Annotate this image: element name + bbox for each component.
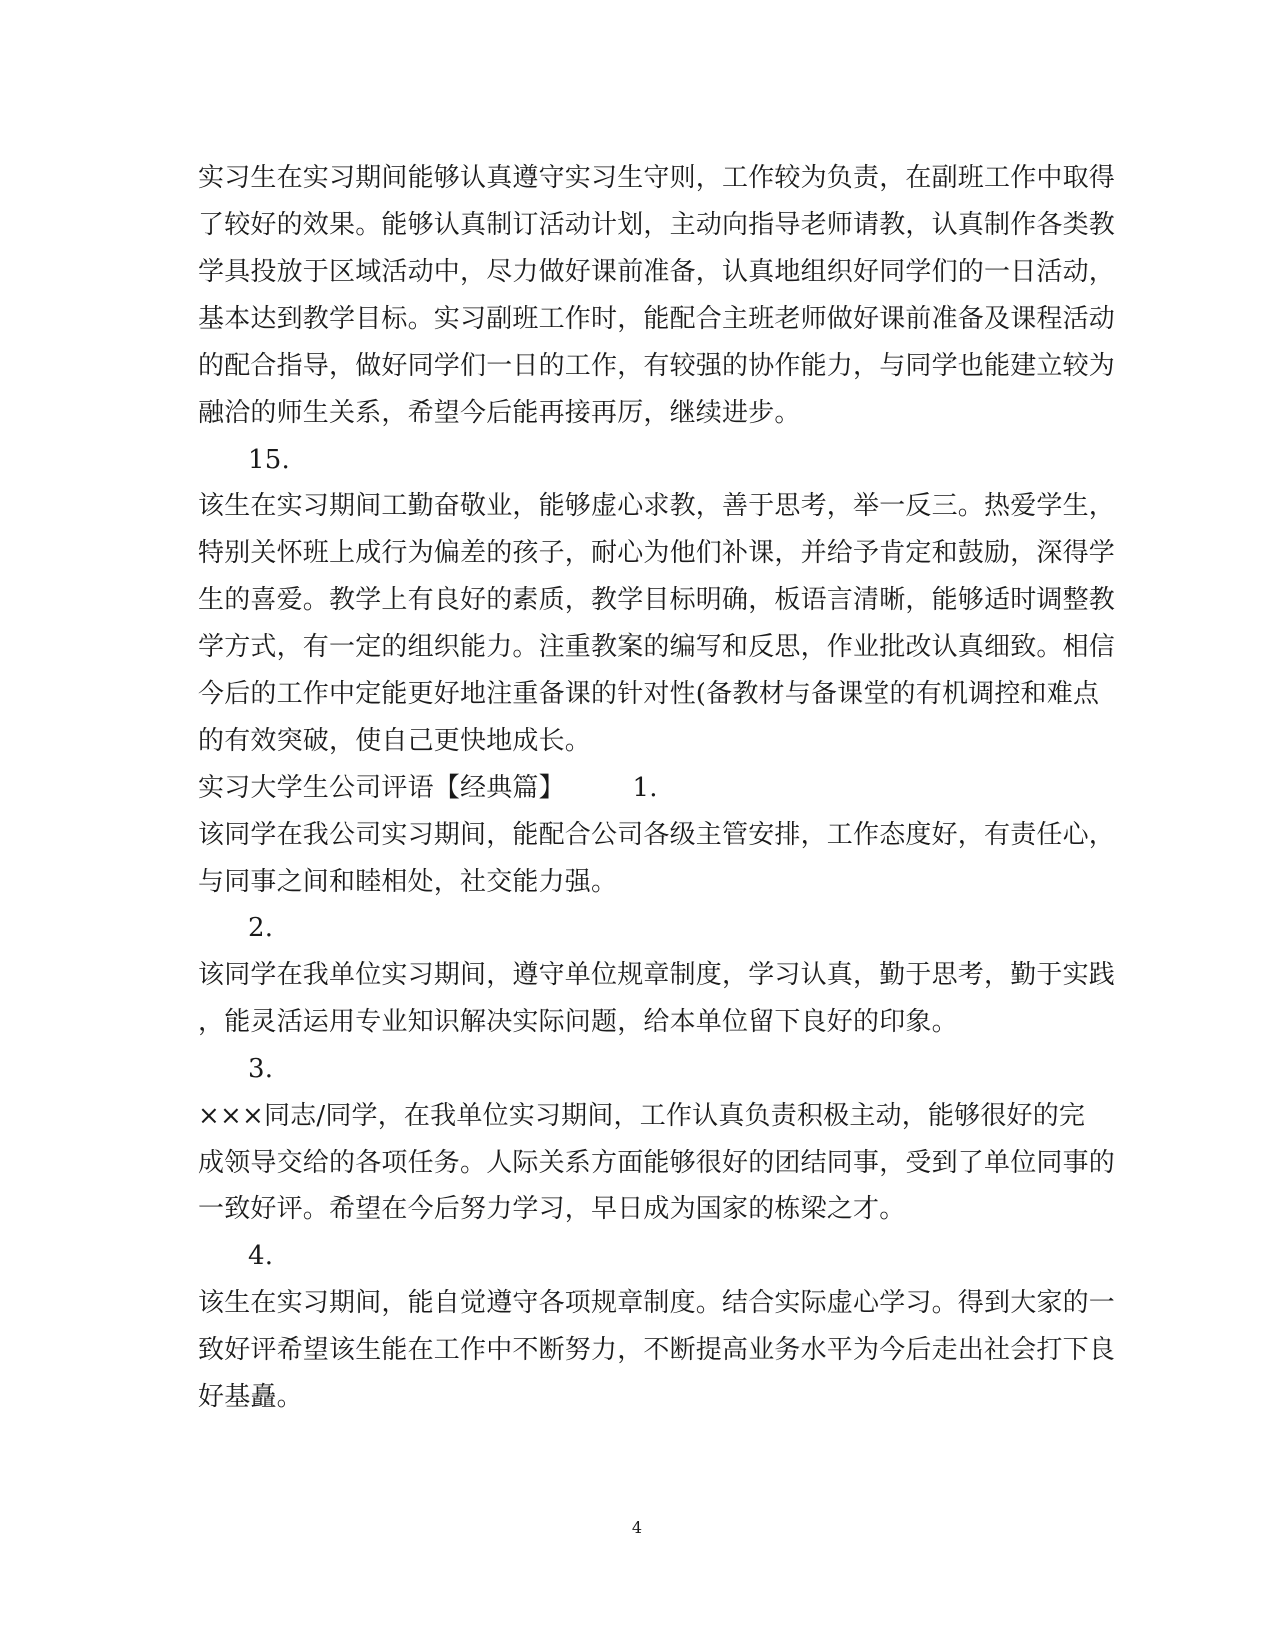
paragraph-line: 该同学在我公司实习期间，能配合公司各级主管安排，工作态度好，有责任心， bbox=[198, 820, 1116, 850]
item-number: 2. bbox=[248, 913, 274, 943]
paragraph-line: 与同事之间和睦相处，社交能力强。 bbox=[198, 867, 618, 897]
item-number: 4. bbox=[248, 1241, 274, 1271]
paragraph-line: 学方式，有一定的组织能力。注重教案的编写和反思，作业批改认真细致。相信 bbox=[198, 632, 1116, 662]
paragraph-line: 该同学在我单位实习期间，遵守单位规章制度，学习认真，勤于思考，勤于实践 bbox=[198, 960, 1116, 990]
paragraph-line: 生的喜爱。教学上有良好的素质，教学目标明确，板语言清晰，能够适时调整教 bbox=[198, 585, 1116, 615]
paragraph-line: 基本达到教学目标。实习副班工作时，能配合主班老师做好课前准备及课程活动 bbox=[198, 304, 1116, 334]
paragraph-line: 的配合指导，做好同学们一日的工作，有较强的协作能力，与同学也能建立较为 bbox=[198, 351, 1116, 381]
paragraph-line: 融洽的师生关系，希望今后能再接再厉，继续进步。 bbox=[198, 398, 801, 428]
section-heading: 实习大学生公司评语【经典篇】 1. bbox=[198, 773, 658, 803]
paragraph-line: 致好评希望该生能在工作中不断努力，不断提高业务水平为今后走出社会打下良 bbox=[198, 1335, 1116, 1365]
item-number: 3. bbox=[248, 1054, 274, 1084]
paragraph-line: 今后的工作中定能更好地注重备课的针对性(备教材与备课堂的有机调控和难点 bbox=[198, 679, 1100, 709]
paragraph-line: 成领导交给的各项任务。人际关系方面能够很好的团结同事，受到了单位同事的 bbox=[198, 1148, 1116, 1178]
paragraph-line: 好基矗。 bbox=[198, 1382, 303, 1412]
paragraph-line: 学具投放于区域活动中，尽力做好课前准备，认真地组织好同学们的一日活动， bbox=[198, 257, 1116, 287]
paragraph-line: 了较好的效果。能够认真制订活动计划，主动向指导老师请教，认真制作各类教 bbox=[198, 210, 1116, 240]
paragraph-line: ×××同志/同学，在我单位实习期间，工作认真负责积极主动，能够很好的完 bbox=[198, 1101, 1086, 1131]
paragraph-line: ，能灵活运用专业知识解决实际问题，给本单位留下良好的印象。 bbox=[198, 1007, 958, 1037]
item-number: 15. bbox=[248, 445, 290, 475]
page-number: 4 bbox=[631, 1518, 643, 1537]
paragraph-line: 特别关怀班上成行为偏差的孩子，耐心为他们补课，并给予肯定和鼓励，深得学 bbox=[198, 538, 1116, 568]
paragraph-line: 实习生在实习期间能够认真遵守实习生守则，工作较为负责，在副班工作中取得 bbox=[198, 163, 1116, 193]
paragraph-line: 一致好评。希望在今后努力学习，早日成为国家的栋梁之才。 bbox=[198, 1194, 906, 1224]
paragraph-line: 该生在实习期间，能自觉遵守各项规章制度。结合实际虚心学习。得到大家的一 bbox=[198, 1288, 1116, 1318]
paragraph-line: 该生在实习期间工勤奋敬业，能够虚心求教，善于思考，举一反三。热爱学生， bbox=[198, 491, 1116, 521]
paragraph-line: 的有效突破，使自己更快地成长。 bbox=[198, 726, 592, 756]
